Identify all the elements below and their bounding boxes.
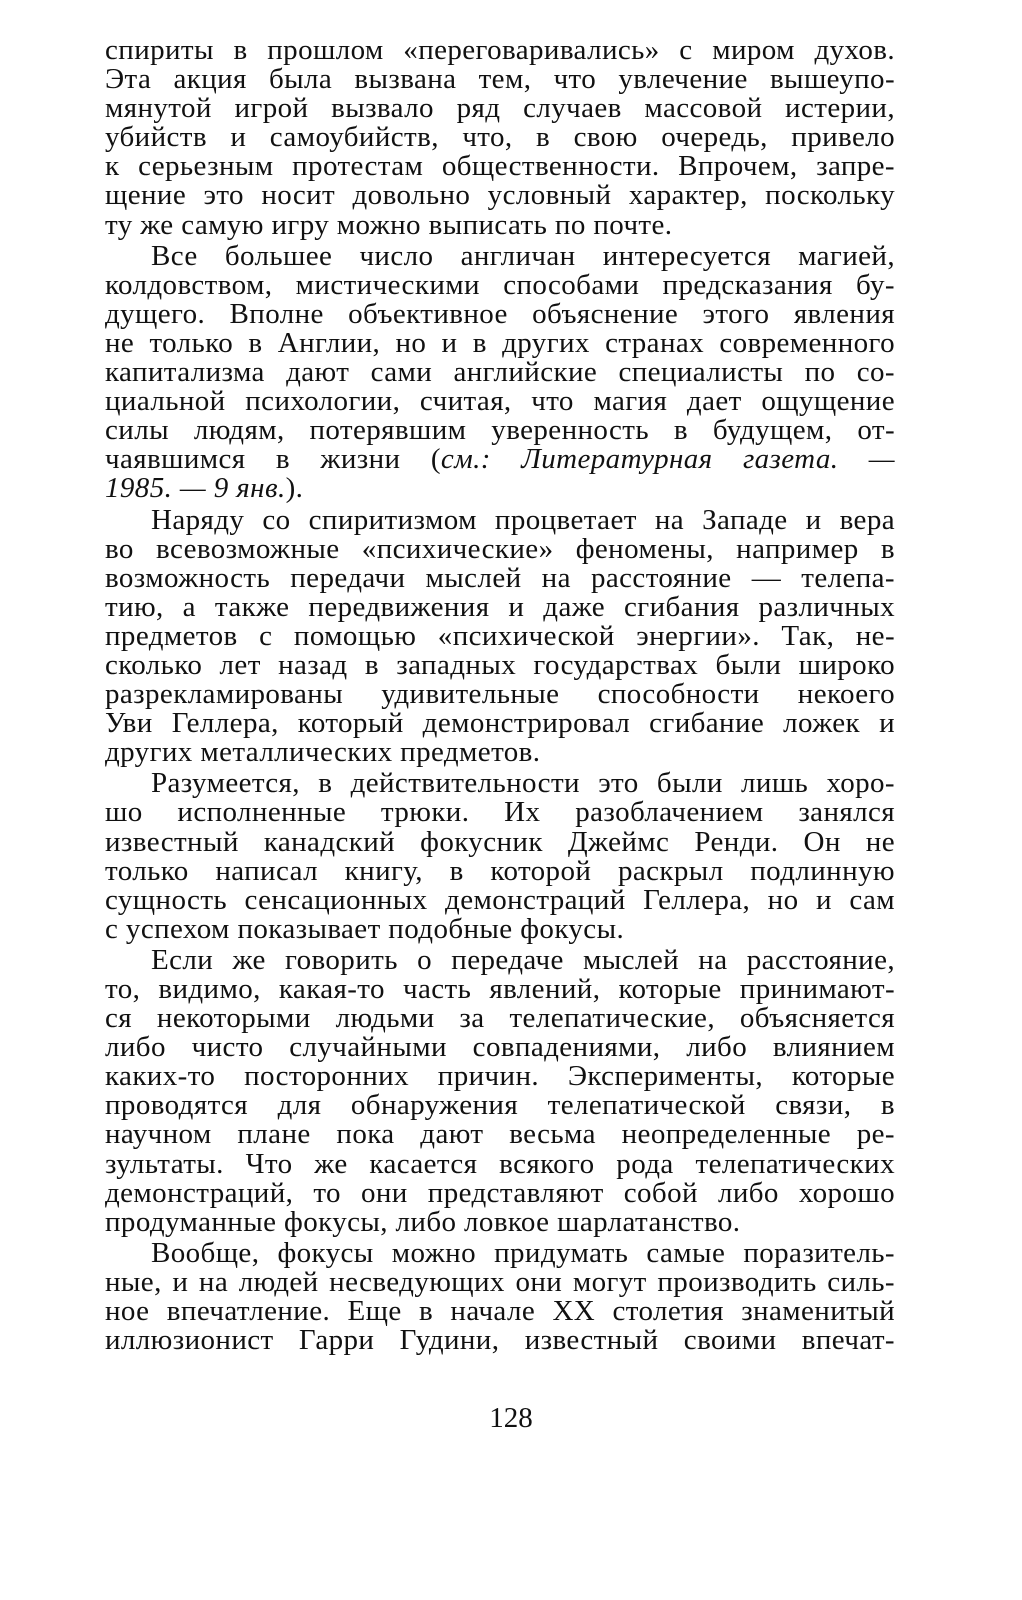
text-line: с успехом показывает подобные фокусы. [105, 912, 625, 945]
text-segment: ). [285, 472, 304, 505]
text-line: зультаты. Что же касается всякого рода телепатических [105, 1147, 895, 1180]
citation-text: 1985. — 9 янв. [105, 472, 286, 505]
citation-text: см.: Литературная газета. — [440, 443, 895, 476]
text-line-citation [105, 445, 895, 474]
text-line: известный канадский фокусник Джеймс Ренди. Он не [105, 825, 895, 858]
text-line: Эта акция была вызвана тем, что увлечение вышеупо- [105, 63, 895, 96]
text-line: убийств и самоубийств, что, в свою очередь, привело [105, 121, 895, 154]
text-line: дущего. Вполне объективное объяснение этого явления [105, 297, 895, 330]
text-line: циальной психологии, считая, что магия дает ощущение [105, 385, 895, 418]
text-line: спириты в прошлом «переговаривались» с миром духов. [105, 34, 895, 66]
text-line: щение это носит довольно условный характер, поскольку [105, 179, 895, 212]
text-line: Наряду со спиритизмом процветает на Западе и вера [151, 503, 895, 536]
text-line: сколько лет назад в западных государствах были широко [105, 648, 895, 681]
text-line: Вообще, фокусы можно придумать самые поразитель- [151, 1236, 895, 1269]
text-line: колдовством, мистическими способами предсказания бу- [105, 268, 895, 301]
text-line: возможность передачи мыслей на расстояние — телепа- [105, 561, 895, 594]
page-number: 128 [489, 1402, 533, 1434]
paragraph-4 [105, 769, 895, 944]
text-line: продуманные фокусы, либо ловкое шарлатанство. [105, 1205, 741, 1238]
text-line: Разумеется, в действительности это были лишь хоро- [151, 767, 895, 800]
text-line: ное впечатление. Еще в начале XX столетия знаменитый [105, 1295, 895, 1328]
text-line: каких-то посторонних причин. Эксперименты, которые [105, 1060, 895, 1093]
text-line: сущность сенсационных демонстраций Геллера, но и сам [105, 883, 895, 916]
text-line: то, видимо, какая-то часть явлений, которые принимают- [105, 973, 895, 1005]
text-line: Если же говорить о передаче мыслей на расстояние, [151, 943, 895, 976]
text-segment: чаявшимся в жизни ( [105, 443, 441, 476]
text-line: демонстраций, то они представляют собой либо хорошо [105, 1176, 895, 1209]
paragraph-2 [105, 239, 895, 505]
text-line: либо чисто случайными совпадениями, либо влиянием [105, 1031, 895, 1064]
text-line: тию, а также передвижения и даже сгибания различных [105, 590, 895, 623]
text-line: мянутой игрой вызвало ряд случаев массовой истерии, [105, 92, 895, 125]
text-line: ся некоторыми людьми за телепатические, объясняется [105, 1002, 895, 1035]
text-line: научном плане пока дают весьма неопределенные ре- [105, 1118, 895, 1151]
text-line: Уви Геллера, который демонстрировал сгибание ложек и [105, 707, 895, 740]
text-line: ные, и на людей несведующих они могут производить силь- [105, 1265, 895, 1298]
text-line: предметов с помощью «психической энергии». Так, не- [105, 619, 895, 652]
paragraph-3 [105, 503, 895, 769]
text-line: во всевозможные «психические» феномены, например в [105, 532, 895, 565]
text-line: других металлических предметов. [105, 736, 541, 769]
text-line-citation [105, 474, 895, 503]
page-body [105, 36, 895, 1355]
text-line: ту же самую игру можно выписать по почте. [105, 208, 673, 241]
text-line: не только в Англии, но и в других странах современного [105, 326, 895, 359]
text-line: силы людям, потерявшим уверенность в будущем, от- [105, 414, 895, 447]
text-line: к серьезным протестам общественности. Впрочем, запре- [105, 150, 895, 183]
text-line: разрекламированы удивительные способности некоего [105, 678, 895, 711]
text-line: капитализма дают сами английские специалисты по со- [105, 356, 895, 389]
paragraph-5 [105, 943, 895, 1238]
paragraph-1 [105, 36, 895, 240]
text-line: только написал книгу, в которой раскрыл подлинную [105, 854, 895, 887]
text-line: проводятся для обнаружения телепатической связи, в [105, 1089, 895, 1122]
text-line: шо исполненные трюки. Их разоблачением занялся [105, 796, 895, 829]
text-line: Все большее число англичан интересуется магией, [151, 239, 895, 272]
text-line: иллюзионист Гарри Гудини, известный своими впечат- [105, 1324, 895, 1357]
paragraph-6 [105, 1236, 895, 1357]
